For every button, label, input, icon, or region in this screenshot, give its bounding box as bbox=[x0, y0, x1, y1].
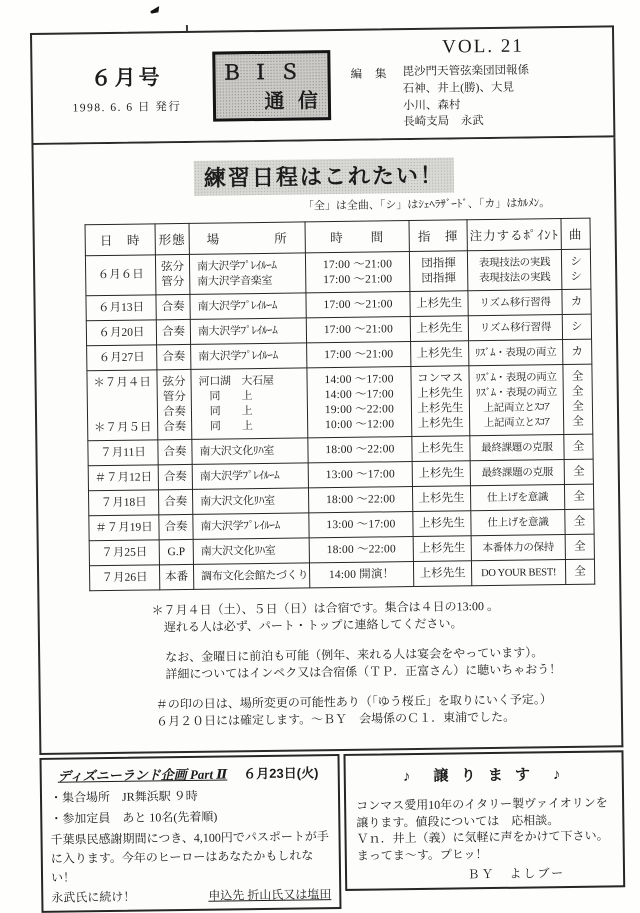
editors-label: 編 集 bbox=[350, 68, 392, 81]
table-cell: 合奏 bbox=[156, 319, 190, 344]
table-cell: 上杉先生 bbox=[411, 341, 469, 367]
table-cell: 仕上げを意識 bbox=[470, 485, 564, 511]
table-cell: ＊７月４日 ＊７月５日 bbox=[87, 370, 158, 441]
table-cell: 最終課題の克服 bbox=[470, 435, 564, 461]
table-cell: 上杉先生 bbox=[413, 511, 471, 537]
table-cell: 全 bbox=[565, 534, 594, 559]
disney-paragraph: 千葉県民感謝期間につき、4,100円でパスポートが手に入ります。今年のヒーローはあなたかもしれない！ bbox=[50, 829, 329, 885]
table-cell: ６月13日 bbox=[86, 295, 156, 321]
header-right bbox=[330, 35, 605, 132]
table-row bbox=[85, 249, 590, 296]
table-cell: 表現技法の実践 表現技法の実践 bbox=[467, 250, 562, 291]
bis-logo-line2: 通 信 bbox=[264, 90, 323, 113]
table-cell: ６月20日 bbox=[86, 320, 156, 346]
table-cell: 上杉先生 bbox=[412, 486, 470, 512]
table-cell: ﾘｽﾞﾑ・表現の両立 ﾘｽﾞﾑ・表現の両立 上記両立とｽｺｱ 上記両立とｽｺｱ bbox=[469, 365, 564, 436]
table-cell: 弦分 管分 bbox=[155, 254, 190, 294]
disneyland-box bbox=[39, 754, 341, 913]
table-cell: 全 全 全 全 bbox=[563, 364, 593, 434]
table-cell: 18:00 ～22:00 bbox=[309, 537, 413, 563]
table-cell: 本番 bbox=[159, 564, 193, 589]
table-cell: 合奏 bbox=[158, 464, 192, 489]
volume-label: VOL. 21 bbox=[442, 35, 524, 58]
table-cell: 南大沢文化ﾘﾊ室 bbox=[192, 488, 308, 515]
table-cell: ６月27日 bbox=[87, 345, 157, 371]
table-cell: 18:00 ～22:00 bbox=[308, 487, 412, 513]
bis-logo bbox=[212, 50, 331, 122]
table-cell: シ シ bbox=[561, 249, 591, 289]
note-venue-change: ＃の印の日は、場所変更の可能性あり（「ゆう桜丘」を取りにいく予定。） ６月２０日には確定します。～ＢＹ 会場係のＣ１．東浦でした。 bbox=[155, 692, 552, 729]
table-cell: ＃７月19日 bbox=[89, 515, 159, 541]
table-cell: 南大沢学ﾌﾟﾚｲﾙｰﾑ bbox=[190, 318, 306, 345]
table-cell: 17:00 ～21:00 bbox=[307, 342, 411, 368]
table-cell: 全 bbox=[565, 559, 594, 584]
disney-footer bbox=[51, 884, 331, 908]
table-cell: 上杉先生 bbox=[410, 291, 468, 317]
table-cell: ６月６日 bbox=[85, 255, 156, 296]
table-cell: 調布文化会館たづくり bbox=[193, 563, 309, 590]
table-cell: DO YOUR BEST! bbox=[471, 560, 565, 586]
table-header-cell: 日 時 bbox=[85, 224, 155, 256]
note-friday: なお、金曜日に前泊も可能（例年、来れる人は宴会をやっています）。 詳細についてはインペク又は合宿係（ＴＰ．正富さん）に聴いちゃおう！ bbox=[165, 645, 562, 682]
editors-line: 石神、井上(勝)、大見 bbox=[402, 81, 515, 95]
publish-date: 1998. 6. 6 日 発行 bbox=[72, 100, 182, 114]
disney-date: ６月23日(火) bbox=[243, 765, 319, 782]
scanned-newsletter-page bbox=[30, 25, 625, 913]
bis-logo-line1: ＢＩＳ bbox=[221, 61, 309, 85]
table-cell: 南大沢学ﾌﾟﾚｲﾙｰﾑ bbox=[193, 513, 309, 540]
disney-footer-left: 永武氏に続け！ bbox=[51, 889, 136, 905]
table-cell: 全 bbox=[565, 509, 594, 534]
disney-title-row bbox=[50, 762, 330, 785]
editors-block bbox=[350, 62, 605, 132]
table-cell: 弦分 管分 合奏 合奏 bbox=[157, 369, 192, 439]
table-cell: 河口湖 大石屋 同 上 同 上 同 上 bbox=[191, 368, 308, 440]
table-cell: 合奏 bbox=[159, 514, 193, 539]
table-cell: 上杉先生 bbox=[413, 536, 471, 562]
table-cell: 合奏 bbox=[156, 294, 190, 319]
table-header-cell: 曲 bbox=[561, 218, 590, 249]
table-cell: 合奏 bbox=[158, 489, 192, 514]
disney-capacity: ・参加定員 あと 10名(先着順) bbox=[50, 809, 218, 826]
editors-line: 長崎支局 永武 bbox=[403, 115, 484, 129]
violin-offer-byline: ＢＹ よしブー bbox=[467, 866, 566, 882]
table-cell: カ bbox=[562, 289, 591, 314]
table-cell: コンマス 上杉先生 上杉先生 上杉先生 bbox=[411, 366, 470, 437]
table-cell: ﾘｽﾞﾑ・表現の両立 bbox=[469, 340, 563, 366]
table-cell: 17:00 ～21:00 17:00 ～21:00 bbox=[305, 252, 410, 293]
page-title: 練習日程はこれたい！ bbox=[194, 157, 454, 195]
table-cell: 14:00 開演！ bbox=[309, 562, 413, 588]
issue-title: ６月号 bbox=[90, 65, 163, 90]
violin-offer-box bbox=[343, 750, 625, 891]
scan-ink-mark bbox=[149, 6, 160, 14]
table-header-cell: 指 揮 bbox=[409, 220, 467, 252]
table-cell: 全 bbox=[564, 459, 593, 484]
table-cell: ７月25日 bbox=[89, 540, 159, 566]
table-cell: ＃７月12日 bbox=[88, 465, 158, 491]
table-cell: ７月18日 bbox=[88, 490, 158, 516]
table-cell: 上杉先生 bbox=[412, 436, 470, 462]
schedule-table-body bbox=[85, 249, 594, 591]
table-cell: 17:00 ～21:00 bbox=[306, 317, 410, 343]
editors-lines bbox=[402, 63, 529, 131]
table-header-cell: 場 所 bbox=[189, 222, 305, 255]
table-cell: ７月26日 bbox=[89, 565, 159, 591]
table-cell: 全 bbox=[564, 484, 593, 509]
violin-offer-title: ♪ 譲 り ま す ♪ bbox=[402, 766, 565, 786]
table-row bbox=[87, 364, 593, 441]
table-row bbox=[89, 559, 594, 591]
main-section bbox=[31, 137, 623, 755]
bottom-section bbox=[39, 750, 625, 913]
table-cell: 全 bbox=[564, 434, 593, 459]
table-cell: 仕上げを意識 bbox=[471, 510, 565, 536]
disney-title: ディズニーランド企画 Part Ⅱ bbox=[57, 766, 228, 784]
table-cell: 合奏 bbox=[157, 344, 191, 369]
table-cell: 南大沢文化ﾘﾊ室 bbox=[193, 538, 309, 565]
table-cell: ７月11日 bbox=[88, 440, 158, 466]
table-cell: G.P bbox=[159, 539, 193, 564]
table-header-cell: 形態 bbox=[155, 223, 189, 254]
table-cell: 上杉先生 bbox=[410, 316, 468, 342]
table-header-cell: 時 間 bbox=[305, 221, 409, 253]
legend-note: 「全」は全曲、「シ」はｼｪﾍﾗｻﾞｰﾄﾞ、「カ」はｶﾙﾒﾝ。 bbox=[302, 197, 551, 213]
violin-offer-body: コンマス愛用10年のイタリー製ヴァイオリンを 譲ります。値段については 応相談。 Ｖｎ．井上（義）に気軽に声をかけて下さい。 まってま～す。プヒッ！ bbox=[356, 795, 609, 863]
table-cell: 南大沢学ﾌﾟﾚｲﾙｰﾑ bbox=[192, 463, 308, 490]
table-cell: 南大沢文化ﾘﾊ室 bbox=[192, 438, 308, 465]
table-cell: カ bbox=[563, 339, 592, 364]
table-cell: 団指揮 団指揮 bbox=[409, 251, 468, 292]
table-cell: シ bbox=[562, 314, 591, 339]
table-cell: 最終課題の克服 bbox=[470, 460, 564, 486]
table-cell: 南大沢学ﾌﾟﾚｲﾙｰﾑ bbox=[190, 293, 306, 320]
table-cell: 合奏 bbox=[158, 439, 192, 464]
table-header-cell: 注力するﾎﾟｲﾝﾄ bbox=[467, 219, 561, 251]
disney-meeting-place: ・集合場所 JR舞浜駅 ９時 bbox=[49, 788, 198, 805]
table-cell: 本番体力の保持 bbox=[471, 535, 565, 561]
title-row bbox=[34, 155, 614, 198]
table-cell: 13:00 ～17:00 bbox=[309, 512, 413, 538]
table-cell: 南大沢学ﾌﾟﾚｲﾙｰﾑ bbox=[191, 343, 307, 370]
issue-block bbox=[40, 60, 213, 115]
header-section bbox=[30, 25, 615, 145]
table-cell: 14:00 ～17:00 14:00 ～17:00 19:00 ～22:00 10:00 ～12:00 bbox=[307, 367, 412, 438]
notes-section bbox=[151, 596, 621, 730]
table-cell: 17:00 ～21:00 bbox=[306, 292, 410, 318]
note-camp: ＊７月４日（土）、５日（日）は合宿です。集合は４日の13:00 。 遅れる人は必ず、パート・トップに連絡してください。 bbox=[151, 598, 500, 635]
table-cell: 13:00 ～17:00 bbox=[308, 462, 412, 488]
table-cell: 上杉先生 bbox=[412, 461, 470, 487]
table-cell: 上杉先生 bbox=[413, 561, 471, 587]
editors-line: 小川、森村 bbox=[402, 98, 461, 112]
table-cell: リズム移行習得 bbox=[468, 290, 562, 316]
table-cell: 南大沢学ﾌﾟﾚｲﾙｰﾑ 南大沢学音楽室 bbox=[189, 253, 306, 295]
table-cell: 18:00 ～22:00 bbox=[308, 437, 412, 463]
editors-line: 毘沙門天管弦楽団団報係 bbox=[402, 64, 530, 79]
table-cell: リズム移行習得 bbox=[468, 315, 562, 341]
schedule-table bbox=[85, 218, 596, 592]
disney-apply-to: 申込先 折山氏又は塩田 bbox=[208, 887, 332, 903]
